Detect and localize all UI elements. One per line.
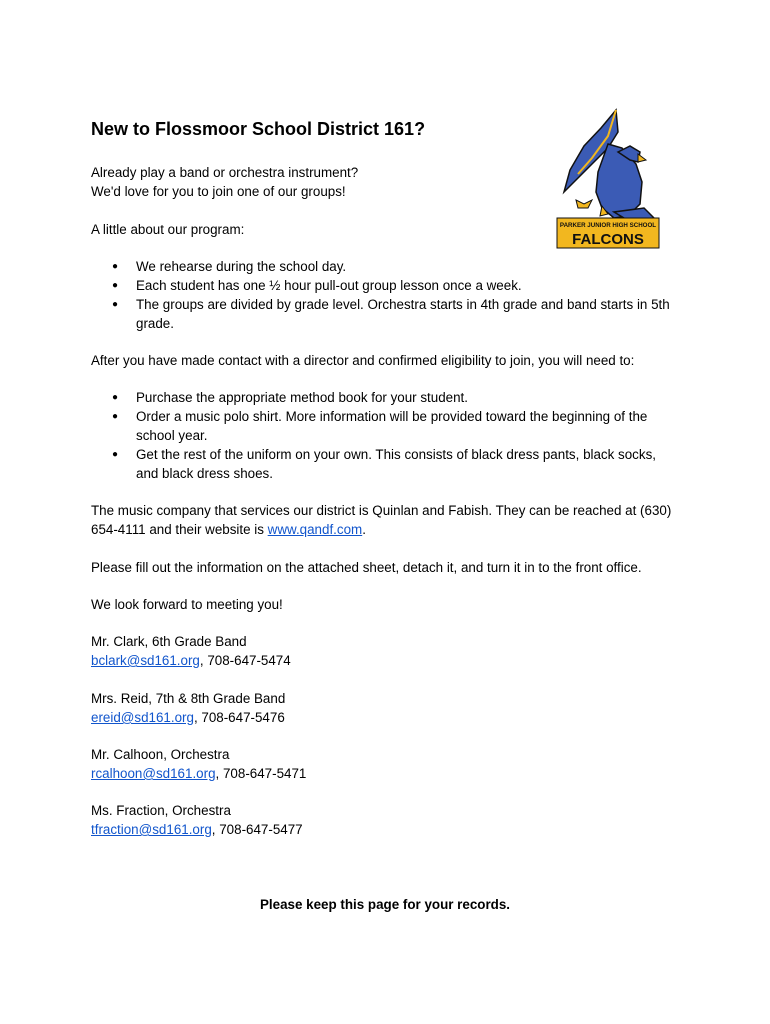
music-company-end: .	[362, 522, 366, 537]
contact-name: Mrs. Reid, 7th & 8th Grade Band	[91, 691, 286, 706]
list-item: ● Purchase the appropriate method book for your student.	[91, 388, 681, 407]
contact-name: Mr. Clark, 6th Grade Band	[91, 634, 247, 649]
requirements-list	[91, 388, 681, 483]
contact-fraction	[91, 801, 681, 839]
intro-line-1: Already play a band or orchestra instrument?	[91, 165, 359, 180]
footer-note: Please keep this page for your records.	[259, 897, 511, 912]
logo-school-label: PARKER JUNIOR HIGH SCHOOL	[559, 222, 657, 229]
contact-name: Mr. Calhoon, Orchestra	[91, 747, 230, 762]
list-item: ● Order a music polo shirt. More information will be provided toward the beginning of the school year.	[91, 407, 681, 445]
page-title: New to Flossmoor School District 161?	[91, 119, 426, 139]
after-contact-paragraph: After you have made contact with a director and confirmed eligibility to join, you will need to:	[91, 353, 635, 368]
program-list	[91, 257, 681, 333]
music-company-paragraph	[91, 501, 681, 539]
contact-name: Ms. Fraction, Orchestra	[91, 803, 231, 818]
contact-email-link[interactable]: ereid@sd161.org	[91, 710, 194, 725]
contact-email-link[interactable]: rcalhoon@sd161.org	[91, 766, 216, 781]
about-heading: A little about our program:	[91, 222, 245, 237]
contact-email-link[interactable]: tfraction@sd161.org	[91, 822, 212, 837]
logo-falcons-label: FALCONS	[572, 231, 644, 248]
contact-reid	[91, 689, 681, 727]
intro-line-2: We'd love for you to join one of our groups!	[91, 184, 346, 199]
contact-clark	[91, 632, 681, 670]
list-item: ● The groups are divided by grade level. Orchestra starts in 4th grade and band starts in 5th grade.	[91, 295, 681, 333]
fill-out-paragraph: Please fill out the information on the attached sheet, detach it, and turn it in to the front office.	[91, 560, 642, 575]
look-forward-paragraph: We look forward to meeting you!	[91, 597, 283, 612]
contact-phone: , 708-647-5474	[199, 653, 291, 668]
list-item: ● Get the rest of the uniform on your own. This consists of black dress pants, black socks, and black dress shoes.	[91, 445, 681, 483]
contact-phone: , 708-647-5471	[215, 766, 307, 781]
contact-calhoon	[91, 745, 681, 783]
contact-phone: , 708-647-5476	[193, 710, 285, 725]
music-company-text: The music company that services our district is Quinlan and Fabish. They can be reached at (630) 654-4111 and their website is	[91, 503, 672, 537]
contact-email-link[interactable]: bclark@sd161.org	[91, 653, 200, 668]
list-item: ● We rehearse during the school day.	[91, 257, 681, 276]
music-company-link[interactable]: www.qandf.com	[267, 522, 363, 537]
intro-paragraph	[91, 163, 681, 201]
list-item: ● Each student has one ½ hour pull-out group lesson once a week.	[91, 276, 681, 295]
contact-phone: , 708-647-5477	[211, 822, 303, 837]
